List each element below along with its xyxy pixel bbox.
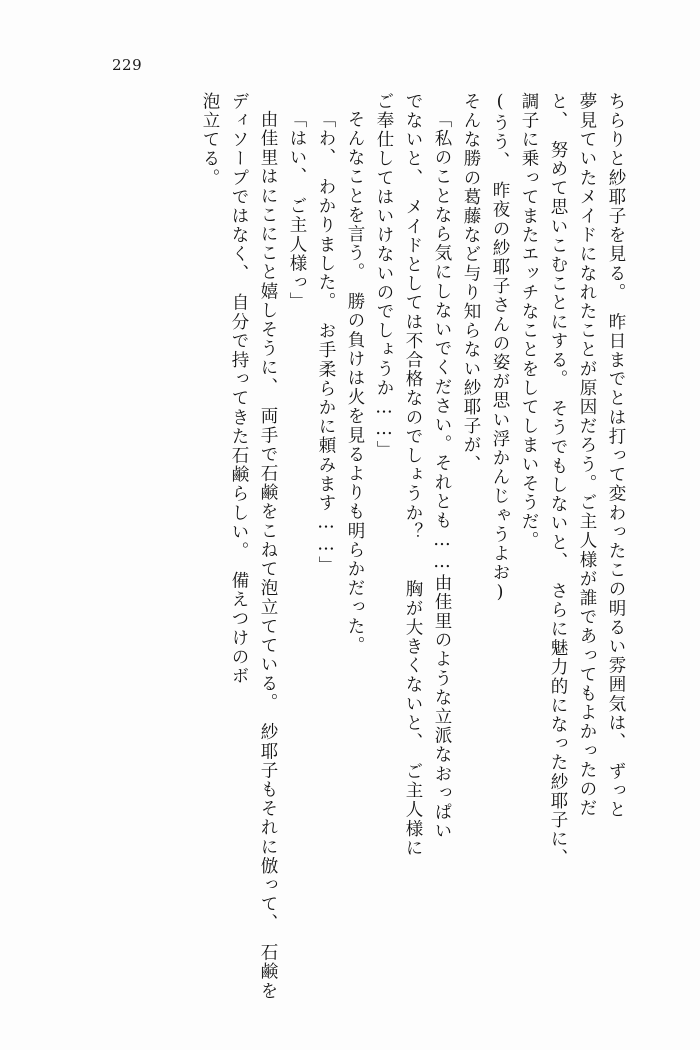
text-line: と、 努めて思いこむことにする。 そうでもしないと、 さらに魅力的になった紗耶子に、 bbox=[548, 92, 568, 868]
text-line: 「わ、 わかりました。 お手柔らかに頼みます……」 bbox=[316, 110, 336, 575]
vertical-text-block bbox=[84, 92, 626, 1001]
text-line: ご奉仕してはいけないのでしょうか……」 bbox=[374, 92, 394, 460]
text-line: そんなことを言う。 勝の負けは火を見るよりも明らかだった。 bbox=[345, 110, 365, 656]
text-line: 「私のことなら気にしないでください。それとも……由佳里のような立派なおっぱい bbox=[432, 110, 452, 841]
text-line: 夢見ていたメイドになれたことが原因だろう。ご主人様が誰であってもよかったのだ bbox=[577, 92, 597, 818]
text-line: 「はい、 ご主人様っ」 bbox=[287, 110, 307, 312]
text-line: (うう、 昨夜の紗耶子さんの姿が思い浮かんじゃうよお) bbox=[490, 92, 510, 604]
page-number: 229 bbox=[112, 56, 143, 74]
text-line: 調子に乗ってまたエッチなことをしてしまいそうだ。 bbox=[519, 92, 539, 551]
text-line: 泡立てる。 bbox=[200, 92, 220, 188]
text-line: ディソープではなく、 自分で持ってきた石鹸らしい。 備えつけのボ bbox=[229, 92, 249, 686]
text-line: ちらりと紗耶子を見る。 昨日までとは打って変わったこの明るい雰囲気は、 ずっと bbox=[606, 92, 626, 820]
text-line: でないと、 メイドとしては不合格なのでしょうか？ 胸が大きくないと、 ご主人様に bbox=[403, 92, 423, 858]
text-line: そんな勝の葛藤など与り知らない紗耶子が、 bbox=[461, 92, 481, 474]
text-line: 由佳里はにこにこと嬉しそうに、 両手で石鹸をこねて泡立てている。 紗耶子もそれに倣って、 石鹸を bbox=[258, 110, 278, 1001]
